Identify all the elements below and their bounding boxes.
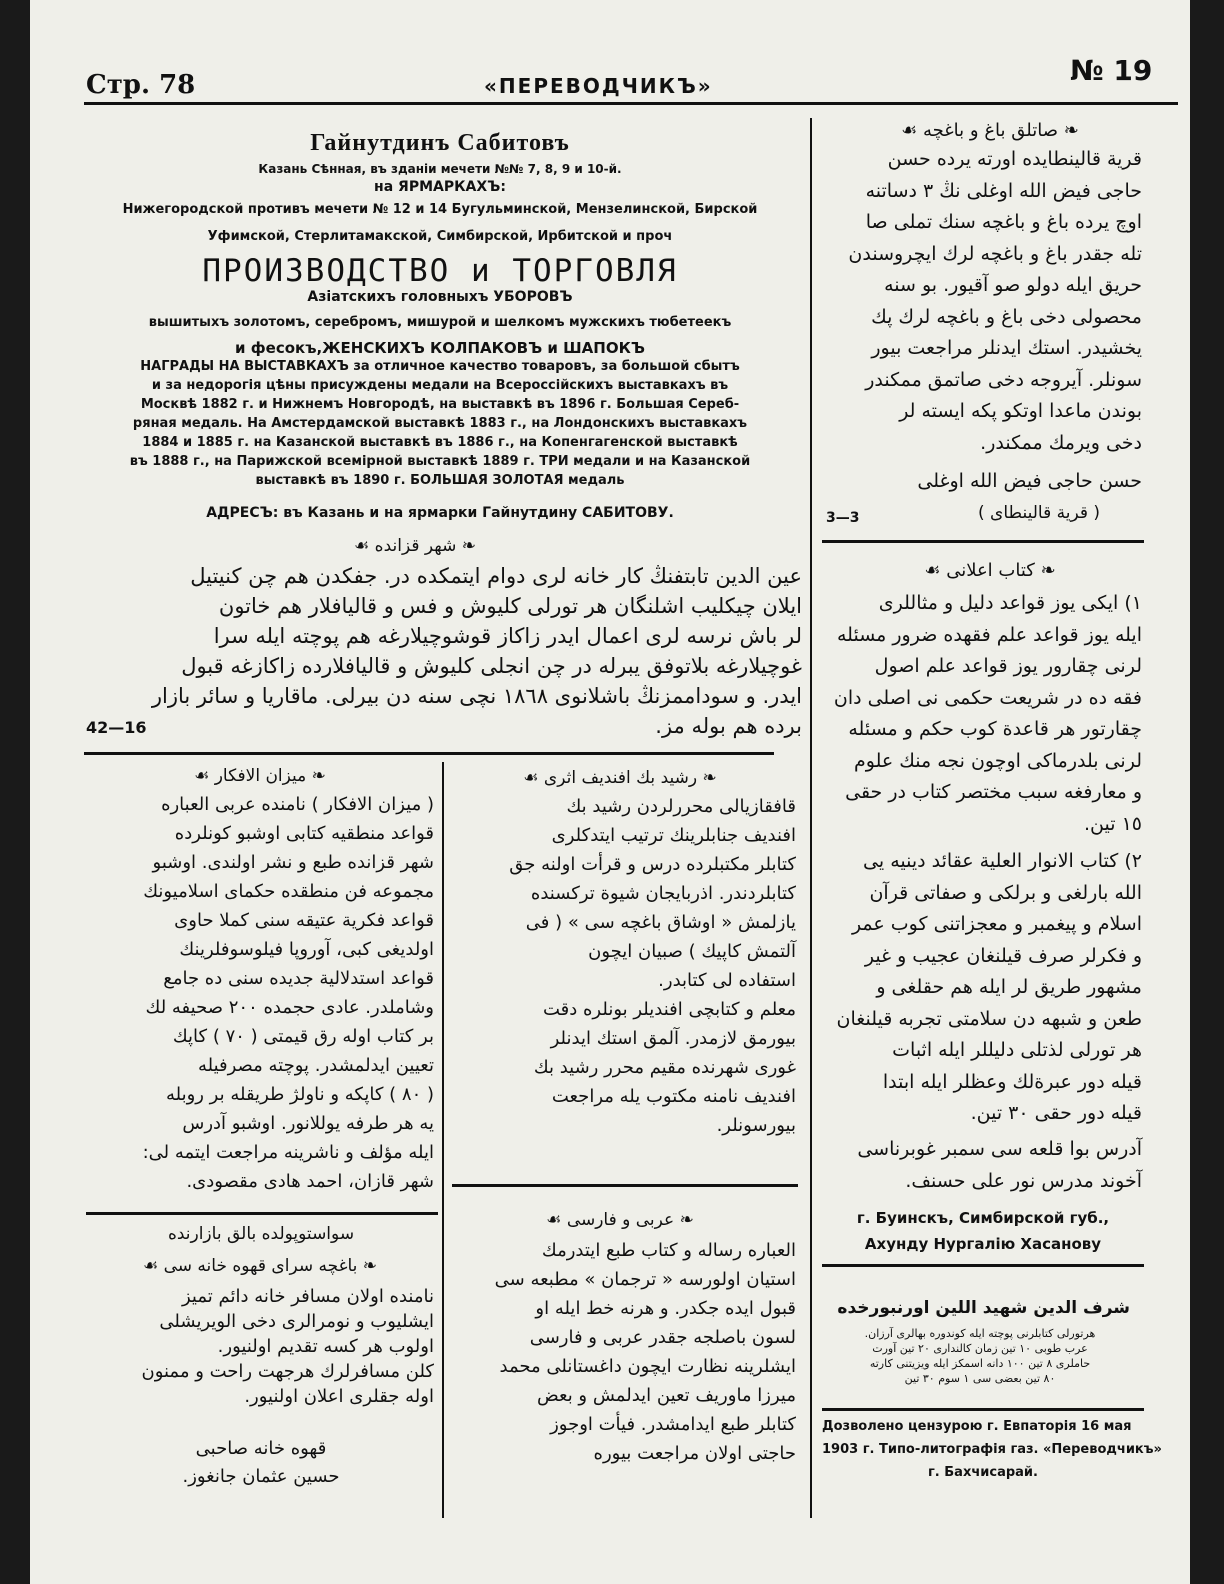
books-line: اسلام و پيغمبر و معجزاتنى كوب عمر xyxy=(851,913,1142,935)
advert-embroidered: вышитыхъ золотомъ, серебромъ, мишурой и шелкомъ мужскихъ тюбетеекъ xyxy=(148,315,732,330)
rashid-line: غورى شهرنده مقيم محرر رشيد بك xyxy=(533,1057,796,1078)
ornament-icon: ☙ xyxy=(194,766,215,786)
awards-line: НАГРАДЫ НА ВЫСТАВКАХЪ за отличное качество товаровъ, за большой сбытъ xyxy=(140,359,740,374)
rashid-line: استفاده لى كتابدر. xyxy=(658,970,796,991)
awards-line: Москвѣ 1882 г. и Нижнемъ Новгородѣ, на выставкѣ въ 1896 г. Большая Сереб- xyxy=(140,397,740,412)
rashid-line: يازلمش « اوشاق باغچه سى » ( فى xyxy=(525,912,796,933)
header-rule xyxy=(84,102,1178,105)
mizan-line: قواعد استدلالية جديده سنى ده جامع xyxy=(163,968,434,989)
ornament-icon: ☙ xyxy=(354,536,375,556)
sharaf-rule xyxy=(822,1408,1144,1411)
ornament-icon: ❧ xyxy=(306,766,326,786)
ornament-icon: ☙ xyxy=(142,1256,164,1276)
rashid-body xyxy=(454,798,796,1146)
ornament-icon: ❧ xyxy=(674,1210,694,1230)
page-number: Стр. 78 xyxy=(86,70,196,100)
arabi-heading xyxy=(510,1210,730,1230)
books-ru-2: Ахунду Нургалію Хасанову xyxy=(864,1235,1102,1253)
arabi-line: ميرزا ماوريف تعين ايدلمش و بعض xyxy=(536,1385,796,1406)
mizan-line: قواعد فكرية عتيقه سنى كملا حاوى xyxy=(174,910,434,931)
garden-line: قرية قالينطايده اورته يرده حسن xyxy=(887,148,1142,170)
awards-line: въ 1888 г., на Парижской всемірной выставкѣ 1889 г. ТРИ медали и на Казанской xyxy=(129,454,751,469)
ornament-icon: ❧ xyxy=(456,536,476,556)
advert-address: АДРЕСЪ: въ Казань и на ярмарки Гайнутдину САБИТОВУ. xyxy=(206,505,674,521)
advert-womens: и фесокъ,ЖЕНСКИХЪ КОЛПАКОВЪ и ШАПОКЪ xyxy=(235,339,645,357)
issue-number: № 19 xyxy=(1070,54,1153,87)
sabitov-advert xyxy=(80,130,800,530)
column-rule-right xyxy=(810,118,812,1518)
censor-line: 1903 г. Типо-литографія газ. «Переводчикъ» xyxy=(822,1442,1162,1457)
garden-line: دخى ويرمك ممكندر. xyxy=(980,431,1142,454)
garden-line: حاجى فيض الله اوغلى نڭ ٣ دساتنه xyxy=(865,179,1142,202)
books-line: ايله يوز قواعد علم فقهده ضرور مسئله xyxy=(836,623,1142,646)
awards-line: ряная медаль. На Амстердамской выставкѣ 1883 г., на Лондонскихъ выставкахъ xyxy=(132,416,748,431)
column-rule-middle xyxy=(442,762,444,1518)
books-line: الله بارلغى و برلكى و صفاتى قرآن xyxy=(869,881,1142,904)
shahr-rule xyxy=(84,752,774,755)
garden-line: حريق ايله دولو صو آقيور. بو سنه xyxy=(884,274,1142,296)
garden-line: تله جقدر باغ و باغچه لرك ايچروسندن xyxy=(848,242,1142,265)
shahr-line: برده هم بوله مز. xyxy=(655,714,802,738)
coffee-body xyxy=(84,1288,434,1413)
arabi-line: لسون باصلجه جقدر عربى و فارسى xyxy=(529,1327,796,1348)
mizan-rule xyxy=(86,1212,438,1215)
rashid-rule xyxy=(452,1184,798,1187)
books-line: لرنى چقارور يوز قواعد علم اصول xyxy=(874,655,1142,677)
mizan-line: تعيين ايدلمشدر. پوچته مصرفيله xyxy=(197,1055,434,1076)
rashid-line: بيورمق لازمدر. آلمق استك ايدنلر xyxy=(550,1028,796,1049)
arabi-line: استيان اولورسه « ترجمان » مطبعه سى xyxy=(494,1269,796,1290)
books-ru-1: г. Буинскъ, Симбирской губ., xyxy=(856,1209,1110,1227)
books-line: مشهور طريق لر ايله هم حقلغى و xyxy=(876,976,1142,998)
arabi-line: العباره رساله و كتاب طبع ايتدرمك xyxy=(541,1240,796,1261)
books-line: فقه ده در شريعت حكمى نى اصلى دان xyxy=(833,686,1142,709)
books-item1 xyxy=(820,594,1142,846)
arabi-line: قبول ايده جكدر. و هرنه خط ايله او xyxy=(535,1298,796,1319)
garden-body xyxy=(820,150,1142,465)
shahr-line: ايدر. و سوداممزنڭ باشلانوى ١٨٦٨ نچى سنه دن بيرلى. ماقاريا و سائر بازار xyxy=(151,684,802,708)
arabi-title: عربى و فارسى xyxy=(566,1210,675,1230)
garden-signature: حسن حاجى فيض الله اوغلى xyxy=(917,470,1142,492)
coffee-line: اولوب هر كسه تقديم اولنيور. xyxy=(217,1336,434,1357)
sharaf-line: هرتورلى كتابلرنى پوچته ايله كوندوره بهالرى آرزان. xyxy=(864,1327,1096,1340)
ornament-icon: ☙ xyxy=(901,120,923,141)
ornament-icon: ❧ xyxy=(357,1256,378,1276)
mizan-line: مجموعه فن منطقده حكماى اسلاميونك xyxy=(143,881,434,902)
books-line: قيله دور حقى ٣٠ تين. xyxy=(970,1102,1142,1124)
arabi-line: ايشلرينه نظارت ايچون داغستانلى محمد xyxy=(499,1356,796,1377)
books-addr-1: آدرس بوا قلعه سى سمبر غوبرناسى xyxy=(857,1138,1142,1160)
awards-line: и за недорогія цѣны присуждены медали на Всероссійскихъ выставкахъ въ xyxy=(151,378,729,393)
coffee-line: نامنده اولان مسافر خانه دائم تميز xyxy=(181,1286,434,1307)
mizan-line: بر كتاب اوله رق قيمتى ( ٧٠ ) كاپك xyxy=(172,1026,434,1047)
garden-line: محصولى دخى باغ و باغچه لرك پك xyxy=(871,305,1142,328)
books-addr-2: آخوند مدرس نور على حسنف. xyxy=(905,1170,1142,1192)
mizan-line: ( ٨٠ ) كاپكه و ناولژ طريقله بر روبله xyxy=(165,1084,434,1105)
ornament-icon: ☙ xyxy=(523,768,544,788)
coffee-line: اوله جقلرى اعلان اولنيور. xyxy=(244,1386,434,1407)
shahr-num: 42—16 xyxy=(86,718,147,737)
sharaf-line: حاملرى ٨ تين ١٠٠ دانه اسمكز ايله ويزيتنى كارته xyxy=(869,1357,1091,1370)
ornament-icon: ❧ xyxy=(1034,560,1056,581)
books-line: چقارتور هر قاعدة كوب حكم و مسئله xyxy=(848,718,1142,740)
garden-title: صاتلق باغ و باغچه xyxy=(923,120,1059,141)
ornament-icon: ☙ xyxy=(924,560,947,581)
books-line: ١٥ تين. xyxy=(1084,812,1142,835)
mizan-line: يه هر طرفه يوللانور. اوشبو آدرس xyxy=(182,1113,434,1134)
censor-line: г. Бахчисарай. xyxy=(928,1465,1038,1480)
rashid-line: معلم و كتابچى افنديلر بونلره دقت xyxy=(542,999,796,1020)
advert-location: Казань Сѣнная, въ зданіи мечети №№ 7, 8, 9 и 10-й. xyxy=(258,162,622,176)
rashid-title: رشيد بك افنديف اثرى xyxy=(543,768,698,788)
advert-asian-hats: Азіатскихъ головныхъ УБОРОВЪ xyxy=(307,289,573,305)
books-title: كتاب اعلانى xyxy=(946,560,1035,581)
ornament-icon: ❧ xyxy=(697,768,717,788)
awards-line: 1884 и 1885 г. на Казанской выставкѣ въ 1886 г., на Копенгагенской выставкѣ xyxy=(142,435,738,450)
shahr-title: شهر قزانده xyxy=(374,536,457,556)
rashid-line: كتابلردندر. اذربايجان شيوة تركسنده xyxy=(530,883,796,904)
sharaf-line: ٨٠ تين بعضى سى ١ سوم ٣٠ تين xyxy=(904,1372,1056,1385)
mizan-line: اولديغى كبى، آوروپا فيلوسوفلرينك xyxy=(179,939,434,960)
garden-line: بوندن ماعدا اوتكو پكه ايسته لر xyxy=(899,400,1142,422)
censor-line: Дозволено цензурою г. Евпаторія 16 мая xyxy=(822,1419,1132,1434)
rashid-line: افنديف نامنه مكتوب يله مراجعت xyxy=(551,1086,796,1107)
garden-line: سونلر. آيروجه دخى صاتمق ممكندر xyxy=(865,368,1142,391)
coffee-title: باغچه سراى قهوه خانه سى xyxy=(163,1256,358,1276)
shahr-line: عين الدين تابتڧنڭ كار خانه لرى دوام ايتمكده در. جفكدن هم چن كنيتيل xyxy=(190,564,802,588)
rashid-line: قافقازيالى محررلردن رشيد بك xyxy=(566,796,796,817)
censor-block xyxy=(822,1420,1168,1489)
garden-line: يخشيدر. استك ايدنلر مراجعت بيور xyxy=(871,337,1142,359)
mizan-line: ( ميزان الافكار ) نامنده عربى العباره xyxy=(161,794,434,815)
mizan-body xyxy=(84,796,434,1202)
mizan-line: قواعد منطقيه كتابى اوشبو كونلرده xyxy=(174,823,434,844)
garden-num: 3—3 xyxy=(826,510,860,526)
coffee-heading xyxy=(110,1256,410,1276)
rashid-line: آلتمش كاپيك ) صبيان ايچون xyxy=(588,941,796,962)
books-line: ٢) كتاب الانوار العلية عقائد دينيه يى xyxy=(863,850,1142,872)
mizan-line: شهر قزانده طبع و نشر اولندى. اوشبو xyxy=(152,852,434,873)
books-line: قيله دور عبرةلك وعظلر ايله ابتدا xyxy=(882,1070,1142,1093)
books-line: هر تورلى لذتلى دليللر ايله اثبات xyxy=(892,1039,1142,1061)
shahr-line: غوچيلارغه بلاتوفق يبرله در چن انجلى كليوش و قاليافلارده زاكازغه قبول xyxy=(181,654,802,678)
coffee-owner-name: حسين عثمان جانغوز. xyxy=(182,1466,340,1487)
garden-rule xyxy=(822,540,1144,543)
ornament-icon: ☙ xyxy=(546,1210,567,1230)
shahr-line: لر باش نرسه لرى اعمال ايدر زاكاز قوشوچيلارغه هم پوچته ايله سرا xyxy=(213,624,802,648)
garden-heading xyxy=(860,120,1120,141)
mizan-line: ايله مؤلف و ناشرينه مراجعت ايتمه لى: xyxy=(142,1142,434,1163)
mizan-heading xyxy=(150,766,370,786)
newspaper-title: «ПЕРЕВОДЧИКЪ» xyxy=(484,74,713,98)
shahr-line: ايلان چيكليب اشلنگان هر تورلى كليوش و فس و قاليافلار هم خاتون xyxy=(218,594,802,618)
books-line: و معارفغه سبب مختصر كتاب در حقى xyxy=(845,781,1142,803)
coffee-line: كلن مسافرلرك هرجهت راحت و ممنون xyxy=(141,1361,434,1382)
sharaf-body xyxy=(830,1328,1130,1388)
mizan-line: شهر قازان، احمد هادى مقصودى. xyxy=(186,1171,434,1192)
garden-village: ( قرية قالينطاى ) xyxy=(977,503,1100,523)
advert-fairs: на ЯРМАРКАХЪ: xyxy=(374,179,506,195)
books-heading xyxy=(870,560,1110,581)
books-line: طعن و شبهه دن سلامتى تجربه قيلنغان xyxy=(836,1007,1142,1030)
advert-name: Гайнутдинъ Сабитовъ xyxy=(310,130,570,156)
advert-production: ПРОИЗВОДСТВО и ТОРГОВЛЯ xyxy=(202,253,678,289)
books-item2 xyxy=(820,852,1142,1136)
rashid-heading xyxy=(470,768,770,788)
rashid-line: بيورسونلر. xyxy=(716,1115,796,1136)
coffee-line: ايشليوب و نومرالرى دخى الويريشلى xyxy=(159,1311,434,1332)
advert-fairs-list-1: Нижегородской противъ мечети № 12 и 14 Бугульминской, Мензелинской, Бирской xyxy=(122,202,758,217)
arabi-line: حاجتى اولان مراجعت بيوره xyxy=(593,1443,796,1464)
coffee-location: سواستوپولده بالق بازارنده xyxy=(167,1224,355,1244)
rashid-line: كتابلر مكتبلرده درس و قرأت اولنه جق xyxy=(509,854,796,875)
books-line: و فكرلر صرف قيلنغان عجيب و غير xyxy=(864,944,1142,967)
mizan-title: ميزان الافكار xyxy=(214,766,307,786)
books-line: لرنى بلدرماكى اوچون نجه منك علوم xyxy=(853,749,1142,772)
advert-fairs-list-2: Уфимской, Стерлитамакской, Симбирской, Ирбитской и проч xyxy=(207,229,673,244)
shahr-body xyxy=(82,566,802,746)
arabi-line: كتابلر طبع ايدامشدر. فيأت اوجوز xyxy=(550,1414,796,1435)
books-line: ١) ايكى يوز قواعد دليل و مثاللرى xyxy=(878,592,1142,614)
garden-line: اوچ يرده باغ و باغچه سنك تملى صا xyxy=(865,211,1142,233)
coffee-owner: قهوه خانه صاحبى xyxy=(195,1438,327,1459)
rashid-line: افنديف جنابلرينك ترتيب ايتدكلرى xyxy=(551,825,796,846)
arabi-body xyxy=(454,1242,796,1474)
awards-line: выставкѣ въ 1890 г. БОЛЬШАЯ ЗОЛОТАЯ медаль xyxy=(255,473,625,488)
ornament-icon: ❧ xyxy=(1058,120,1079,141)
mizan-line: وشاملدر. عادى حجمده ٢٠٠ صحيفه لك xyxy=(145,997,434,1018)
sharaf-title: شرف الدين شهيد اللين اورنبورخده xyxy=(837,1298,1130,1318)
sharaf-line: عرب طوبى ١٠ تين زمان كالندارى ٢٠ تين آورت xyxy=(872,1342,1088,1355)
advert-awards xyxy=(80,360,800,493)
books-rule xyxy=(822,1264,1144,1267)
shahr-heading xyxy=(300,536,530,556)
